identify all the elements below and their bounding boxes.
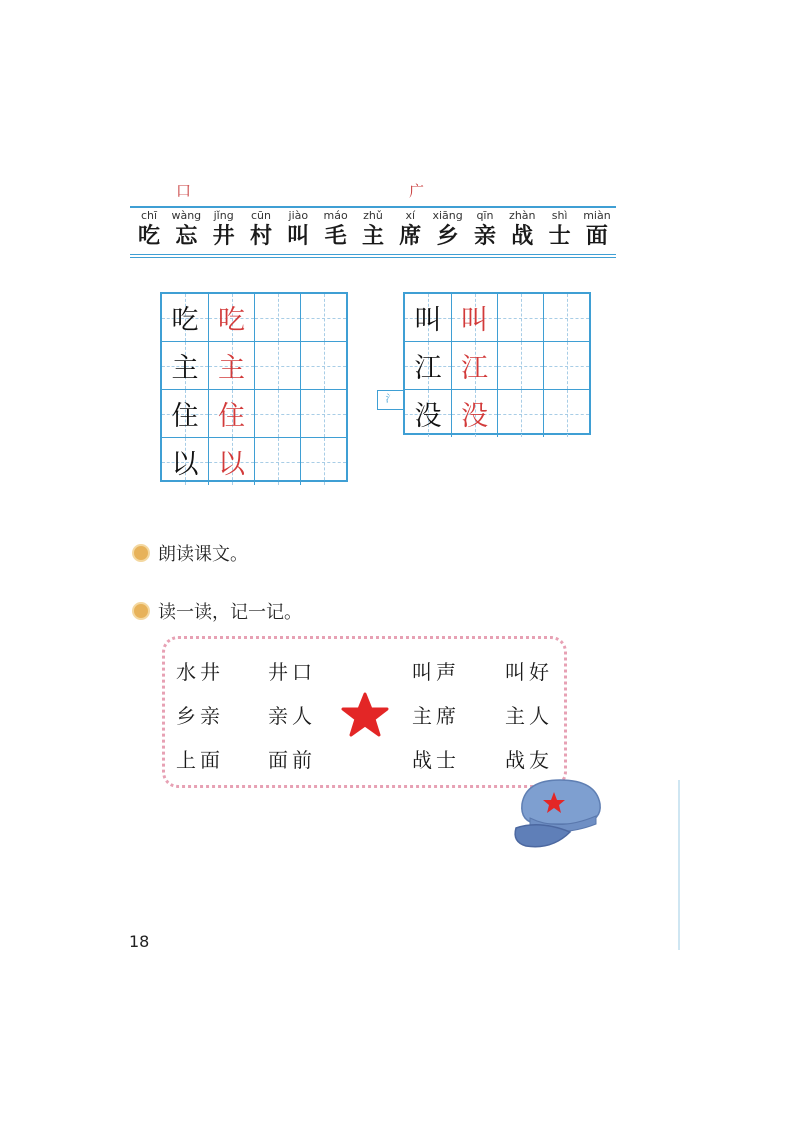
word-item: 水井 [176,660,224,684]
word-item: 战友 [505,748,553,772]
grid-cell [300,390,346,437]
pinyin: xiāng [432,209,463,222]
new-character [207,209,241,250]
hanzi: 席 [399,223,422,249]
exercise-marker-icon [132,544,150,562]
new-characters-row [130,209,616,250]
hanzi: 毛 [324,223,347,249]
grid-row [162,389,346,437]
grid-cell [254,390,300,437]
grid-cell [543,342,589,389]
pinyin: jiào [288,209,309,222]
model-character: 以 [171,449,199,480]
trace-character: 江 [461,353,488,384]
new-character [468,209,502,250]
red-star-icon [341,692,389,738]
writing-grid-left [160,292,348,482]
word-item: 叫好 [505,660,553,684]
radical-hint-2: 广 [409,182,425,200]
hanzi: 村 [249,223,272,249]
pinyin: máo [323,209,348,222]
pinyin: miàn [583,209,611,222]
radical-tab: 氵 [377,390,403,410]
new-character [281,209,315,250]
hanzi: 乡 [436,223,459,249]
model-character: 没 [414,401,442,432]
hanzi: 井 [212,223,235,249]
model-character: 主 [171,353,199,384]
grid-cell [543,390,589,437]
grid-cell [162,390,208,437]
pinyin: zhǔ [363,209,383,222]
trace-character: 吃 [218,305,245,336]
hanzi: 士 [548,223,571,249]
grid-cell [300,294,346,341]
grid-cell [300,342,346,389]
new-character [132,209,166,250]
grid-cell [254,294,300,341]
grid-cell [208,390,254,437]
pinyin: wàng [171,209,202,222]
exercise-read-aloud [132,540,248,566]
grid-cell [451,294,497,341]
grid-cell [451,342,497,389]
grid-cell [497,294,543,341]
grid-row [162,437,346,485]
word-item: 战士 [412,748,460,772]
pinyin: xí [405,209,416,222]
trace-character: 没 [461,401,488,432]
grid-cell [405,342,451,389]
hanzi: 亲 [473,223,496,249]
exercise-text: 朗读课文。 [158,544,248,565]
pinyin: jǐng [213,209,234,222]
grid-cell [300,438,346,485]
exercise-text: 读一读，记一记。 [158,602,302,623]
model-character: 吃 [171,305,199,336]
new-character [580,209,614,250]
grid-cell [208,294,254,341]
exercise-marker-icon [132,602,150,620]
grid-row [405,294,589,341]
new-character [169,209,203,250]
grid-cell [162,342,208,389]
pinyin: chī [140,209,158,222]
exercise-read-remember [132,598,302,624]
pinyin: shì [551,209,568,222]
model-character: 住 [171,401,199,432]
grid-cell [254,342,300,389]
trace-character: 以 [218,449,245,480]
grid-cell [405,294,451,341]
word-item: 叫声 [412,660,460,684]
word-item: 上面 [176,748,224,772]
grid-cell [162,438,208,485]
new-character [244,209,278,250]
new-character [393,209,427,250]
pinyin: qīn [476,209,494,222]
writing-grid-right [403,292,591,435]
word-item: 面前 [268,748,316,772]
new-character [319,209,353,250]
hanzi: 叫 [287,223,310,249]
hanzi: 吃 [137,223,160,249]
word-item: 主人 [505,704,553,728]
army-cap-icon [512,774,604,852]
pinyin: zhàn [509,209,536,222]
model-character: 叫 [414,305,442,336]
grid-cell [497,342,543,389]
word-item: 亲人 [268,704,316,728]
trace-character: 叫 [461,305,488,336]
new-character [505,209,539,250]
grid-cell [405,390,451,437]
grid-cell [208,438,254,485]
word-item: 乡亲 [176,704,224,728]
header-bottom-rule [130,254,616,255]
grid-row [405,341,589,389]
grid-cell [254,438,300,485]
grid-cell [451,390,497,437]
model-character: 江 [414,353,442,384]
grid-row [405,389,589,437]
new-character [356,209,390,250]
hanzi: 面 [585,223,608,249]
grid-row [162,294,346,341]
grid-cell [162,294,208,341]
hanzi: 忘 [175,223,198,249]
trace-character: 主 [218,353,245,384]
header-bottom-rule-2 [130,257,616,258]
grid-cell [497,390,543,437]
grid-cell [208,342,254,389]
new-character [431,209,465,250]
new-characters-header [130,200,616,258]
trace-character: 住 [218,401,245,432]
new-character [543,209,577,250]
header-top-rule [130,206,616,208]
page-number: 18 [129,932,150,951]
word-item: 井口 [268,660,316,684]
hanzi: 战 [511,223,534,249]
pinyin: cūn [250,209,271,222]
radical-hint-1: 口 [176,182,192,200]
page-edge-line [678,780,680,950]
grid-cell [543,294,589,341]
word-item: 主席 [412,704,460,728]
grid-row [162,341,346,389]
hanzi: 主 [361,223,384,249]
